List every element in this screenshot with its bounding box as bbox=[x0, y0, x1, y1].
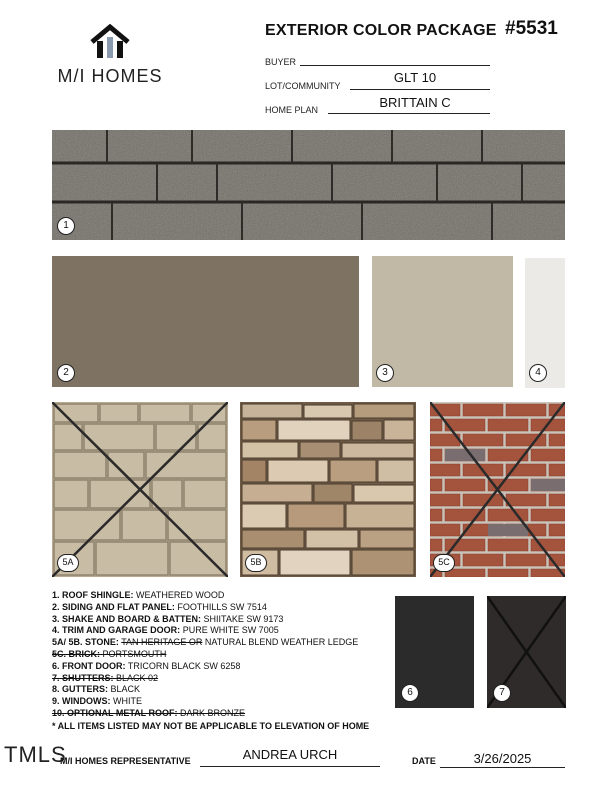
spec-item: 2. SIDING AND FLAT PANEL: FOOTHILLS SW 7514 bbox=[52, 601, 267, 612]
swatch-stone-5a bbox=[52, 402, 228, 577]
document-title: EXTERIOR COLOR PACKAGE bbox=[265, 22, 497, 39]
lot-value: GLT 10 bbox=[393, 70, 437, 85]
spec-item: 4. TRIM AND GARAGE DOOR: PURE WHITE SW 7005 bbox=[52, 625, 279, 636]
spec-item: 8. GUTTERS: BLACK bbox=[52, 684, 141, 695]
representative-line bbox=[200, 766, 380, 767]
spec-item: 9. WINDOWS: WHITE bbox=[52, 696, 143, 707]
swatch-stone-5b bbox=[240, 402, 416, 577]
logo-text: M/I HOMES bbox=[57, 66, 163, 86]
badge-5a: 5A bbox=[57, 554, 79, 572]
badge-6: 6 bbox=[401, 684, 419, 702]
package-number: #5531 bbox=[505, 18, 558, 39]
representative-value: ANDREA URCH bbox=[242, 747, 338, 762]
representative-label: M/I HOMES REPRESENTATIVE bbox=[60, 756, 191, 766]
date-line bbox=[440, 767, 565, 768]
swatch-brick-5c bbox=[430, 402, 565, 577]
spec-item: 10. OPTIONAL METAL ROOF: DARK BRONZE bbox=[52, 707, 246, 718]
swatch-trim bbox=[525, 258, 565, 388]
date-label: DATE bbox=[412, 756, 436, 766]
badge-3: 3 bbox=[376, 364, 394, 382]
buyer-label: BUYER bbox=[265, 57, 297, 67]
badge-5b: 5B bbox=[245, 554, 267, 572]
footnote: * ALL ITEMS LISTED MAY NOT BE APPLICABLE TO ELEVATION OF HOME bbox=[52, 721, 370, 731]
swatch-shutters bbox=[487, 596, 566, 708]
swatch-front-door bbox=[395, 596, 474, 708]
spec-list bbox=[52, 590, 397, 720]
badge-1: 1 bbox=[57, 217, 75, 235]
mi-homes-logo bbox=[50, 24, 170, 88]
plan-value: BRITTAIN C bbox=[379, 95, 451, 110]
swatch-roof-shingle bbox=[52, 130, 565, 240]
swatch-shake bbox=[372, 256, 513, 387]
badge-4: 4 bbox=[529, 364, 547, 382]
badge-5c: 5C bbox=[433, 554, 455, 572]
buyer-line bbox=[300, 65, 490, 66]
lot-line bbox=[350, 89, 490, 90]
badge-7: 7 bbox=[493, 684, 511, 702]
plan-label: HOME PLAN bbox=[265, 105, 319, 115]
swatch-siding bbox=[52, 256, 359, 387]
spec-item: 1. ROOF SHINGLE: WEATHERED WOOD bbox=[52, 590, 225, 600]
spec-item: 7. SHUTTERS: BLACK 02 bbox=[52, 672, 159, 683]
lot-label: LOT/COMMUNITY bbox=[265, 81, 341, 91]
mls-watermark: TMLS bbox=[4, 742, 67, 767]
spec-item: 6. FRONT DOOR: TRICORN BLACK SW 6258 bbox=[52, 660, 241, 671]
badge-2: 2 bbox=[57, 364, 75, 382]
spec-item: 3. SHAKE AND BOARD & BATTEN: SHIITAKE SW 9173 bbox=[52, 613, 284, 624]
plan-line bbox=[328, 113, 490, 114]
spec-item: 5C. BRICK: PORTSMOUTH bbox=[52, 648, 167, 659]
spec-item: 5A/ 5B. STONE: TAN HERITAGE OR NATURAL BLEND WEATHER LEDGE bbox=[52, 637, 359, 648]
date-value: 3/26/2025 bbox=[473, 751, 532, 766]
house-logo-icon bbox=[88, 24, 132, 60]
